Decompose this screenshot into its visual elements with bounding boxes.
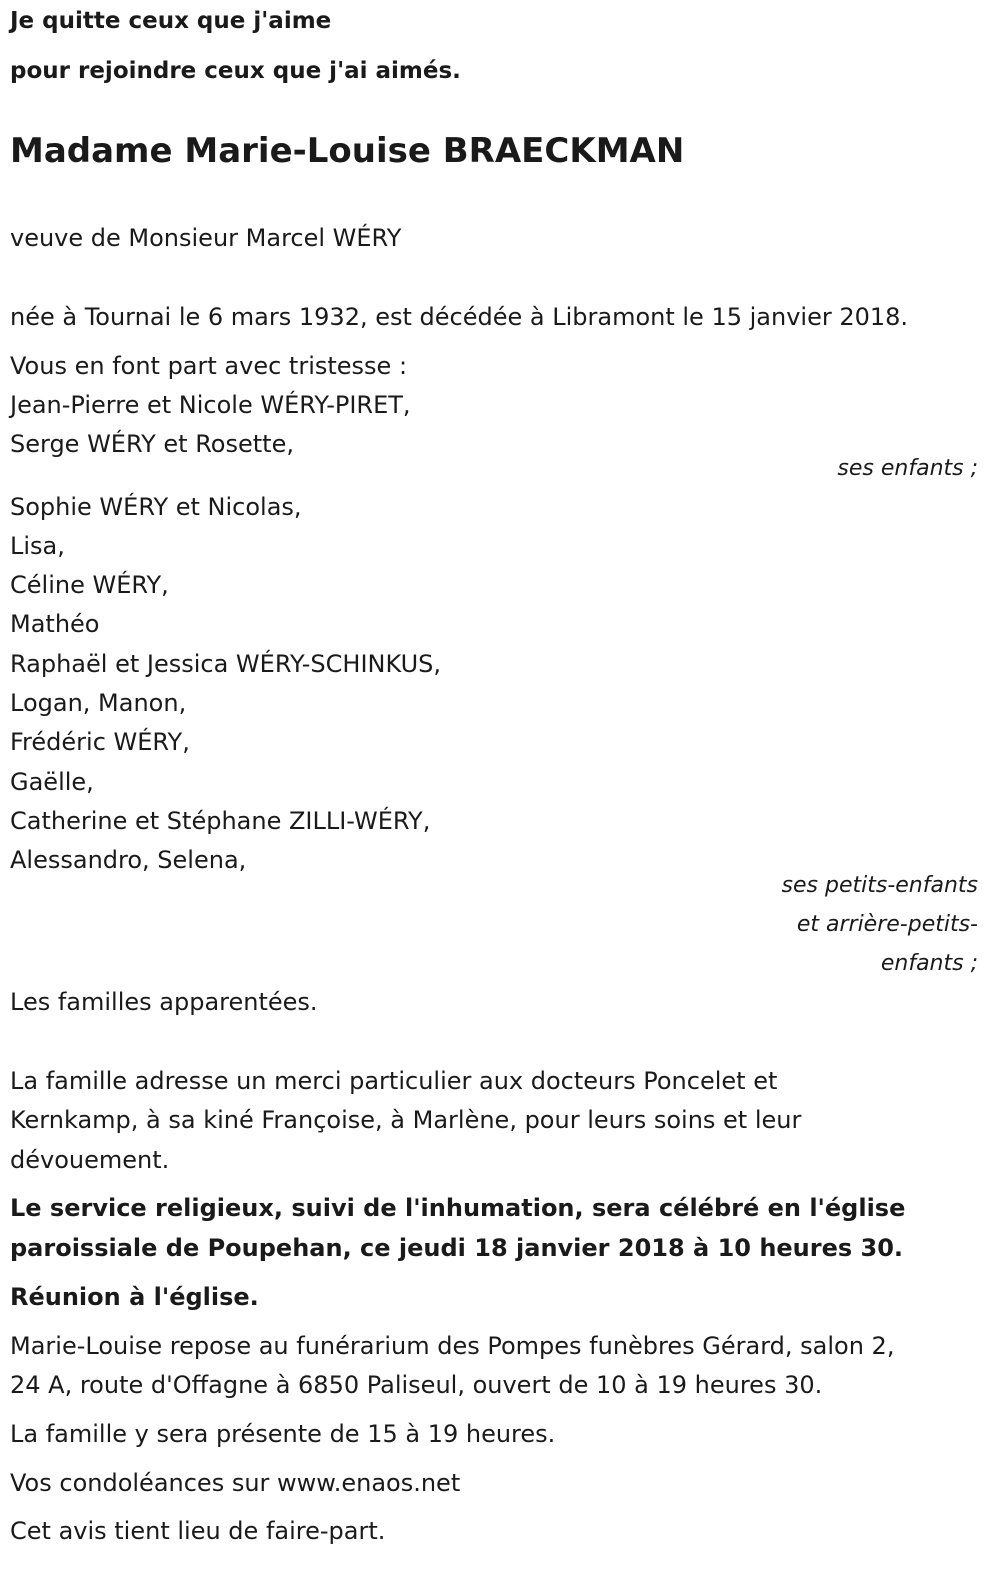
thanks-line: La famille adresse un merci particulier aux docteurs Poncelet et (10, 1067, 778, 1095)
grandchildren-label-line-1: ses petits-enfants (781, 873, 978, 898)
announcement-intro: Vous en font part avec tristesse : (10, 352, 408, 380)
service-line-2: paroissiale de Poupehan, ce jeudi 18 janvier 2018 à 10 heures 30. (10, 1234, 904, 1262)
child-line: Serge WÉRY et Rosette, (10, 430, 294, 458)
child-line: Jean-Pierre et Nicole WÉRY-PIRET, (10, 391, 411, 419)
thanks-line: dévouement. (10, 1146, 170, 1174)
deceased-name: Madame Marie-Louise BRAECKMAN (10, 131, 685, 171)
epigraph-line-2: pour rejoindre ceux que j'ai aimés. (10, 58, 461, 84)
grandchild-line: Céline WÉRY, (10, 571, 169, 599)
grandchild-line: Frédéric WÉRY, (10, 728, 190, 756)
meeting-line: Réunion à l'église. (10, 1283, 259, 1311)
grandchildren-label-line-3: enfants ; (880, 951, 978, 976)
grandchild-line: Mathéo (10, 610, 100, 638)
grandchildren-label-line-2: et arrière-petits- (796, 912, 978, 937)
relatives-line: Les familles apparentées. (10, 988, 318, 1016)
service-line-1: Le service religieux, suivi de l'inhumation, sera célébré en l'église (10, 1194, 906, 1222)
grandchild-line: Sophie WÉRY et Nicolas, (10, 493, 302, 521)
grandchild-line: Gaëlle, (10, 768, 94, 796)
grandchild-line: Alessandro, Selena, (10, 846, 247, 874)
grandchild-line: Logan, Manon, (10, 689, 187, 717)
funeral-home-line-2: 24 A, route d'Offagne à 6850 Paliseul, ouvert de 10 à 19 heures 30. (10, 1371, 823, 1399)
birth-death-line: née à Tournai le 6 mars 1932, est décédée à Libramont le 15 janvier 2018. (10, 303, 909, 331)
thanks-line: Kernkamp, à sa kiné Françoise, à Marlène, pour leurs soins et leur (10, 1106, 802, 1134)
spouse-line: veuve de Monsieur Marcel WÉRY (10, 224, 402, 252)
funeral-home-line-1: Marie-Louise repose au funérarium des Pompes funèbres Gérard, salon 2, (10, 1332, 895, 1360)
notice-line: Cet avis tient lieu de faire-part. (10, 1517, 386, 1545)
family-presence-line: La famille y sera présente de 15 à 19 heures. (10, 1420, 556, 1448)
grandchild-line: Catherine et Stéphane ZILLI-WÉRY, (10, 807, 431, 835)
children-label: ses enfants ; (837, 456, 978, 481)
grandchild-line: Lisa, (10, 532, 65, 560)
epigraph-line-1: Je quitte ceux que j'aime (10, 8, 332, 34)
grandchild-line: Raphaël et Jessica WÉRY-SCHINKUS, (10, 650, 442, 678)
condolences-line: Vos condoléances sur www.enaos.net (10, 1469, 461, 1497)
